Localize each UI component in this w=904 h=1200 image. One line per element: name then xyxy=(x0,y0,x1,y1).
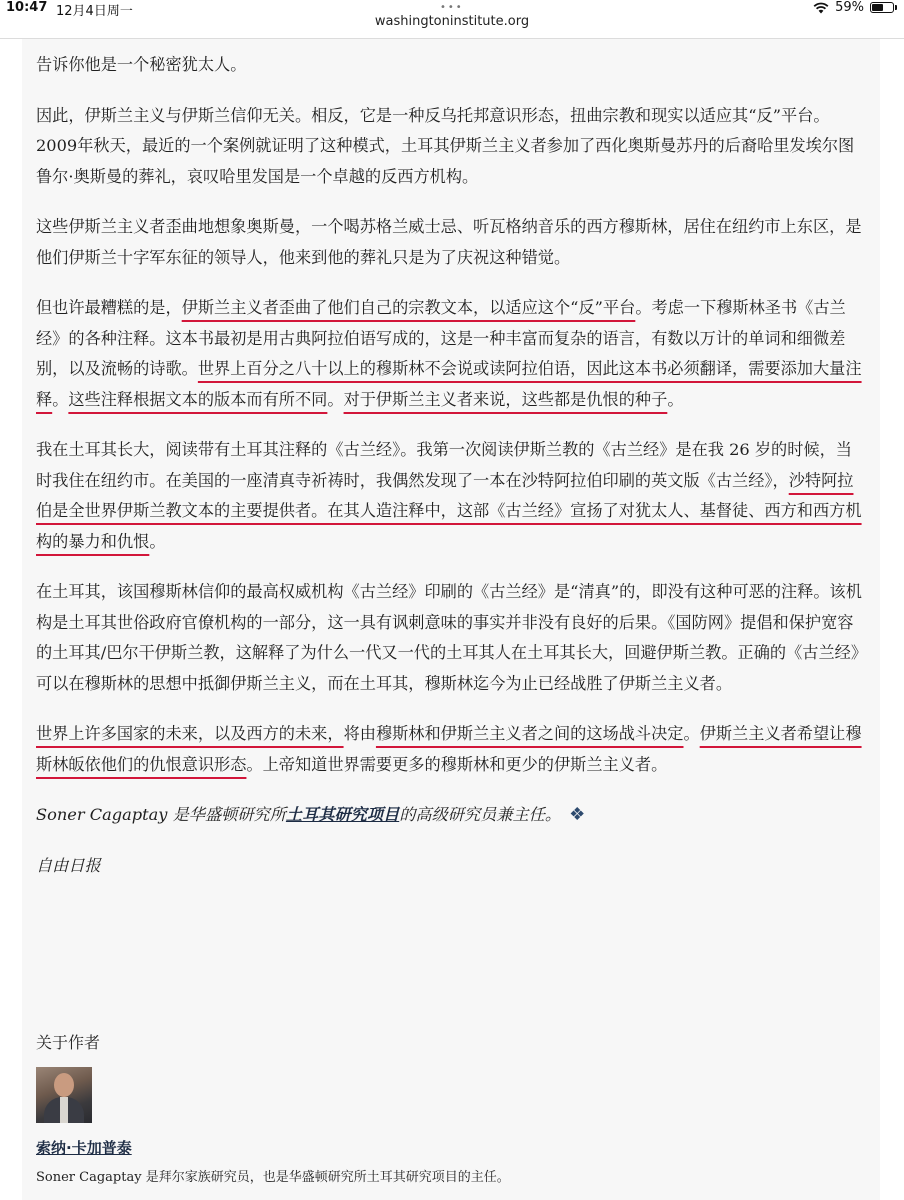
author-bio: Soner Cagaptay 是拜尔家族研究员，也是华盛顿研究所土耳其研究项目的主任。 xyxy=(36,1170,510,1185)
highlighted-text: 世界上许多国家的未来，以及西方的未来， xyxy=(36,724,344,743)
address-bar[interactable]: washingtoninstitute.org xyxy=(374,14,530,29)
article-paragraph-5 xyxy=(36,435,866,557)
source-line: 自由日报 xyxy=(36,855,101,875)
about-author-heading: 关于作者 xyxy=(36,1033,101,1052)
avatar-head xyxy=(54,1073,74,1097)
article-paragraph-3: 这些伊斯兰主义者歪曲地想象奥斯曼，一个喝苏格兰威士忌、听瓦格纳音乐的西方穆斯林，居住在纽约市上东区，是他们伊斯兰十字军东征的领导人，他来到他的葬礼只是为了庆祝这种错觉。 xyxy=(36,217,862,267)
battery-icon xyxy=(870,2,894,13)
multitasking-dots-icon[interactable]: ••• xyxy=(440,2,464,13)
text-span: 但也许最糟糕的是， xyxy=(36,298,182,317)
text-span: 。 xyxy=(667,389,684,409)
text-span: 。 xyxy=(149,531,166,551)
author-name-link[interactable]: 索纳·卡加普泰 xyxy=(36,1139,132,1157)
text-span: 。考虑一下穆斯林圣书《古兰经》的各种注释。这本书最初是用古典阿拉伯语写成的，这是一种丰富而复杂的语言，有数以万计的单词和细微差别，以及流畅的诗歌。 xyxy=(36,298,846,378)
turkish-research-program-link[interactable]: 土耳其研究项目 xyxy=(285,805,400,824)
text-span: 。 xyxy=(52,389,69,409)
article-paragraph-6: 在土耳其，该国穆斯林信仰的最高权威机构《古兰经》印刷的《古兰经》是“清真”的，即没有这种可恶的注释。该机构是土耳其世俗政府官僚机构的一部分，这一具有讽刺意味的事实并非没有良好的后果。《国防网》提倡和保护宽容的土耳其/巴尔干伊斯兰教，这解释了为什么一代又一代的土耳其人在土耳其长大，回避伊斯兰教。正确的《古兰经》可以在穆斯林的思想中抵御伊斯兰主义，而在土耳其，穆斯林迄今为止已经战胜了伊斯兰主义者。 xyxy=(36,582,862,693)
article-paragraph-7 xyxy=(36,719,866,780)
diamond-end-icon: ❖ xyxy=(569,804,586,825)
text-span: 将由 xyxy=(343,724,376,743)
status-right xyxy=(813,0,894,15)
avatar[interactable] xyxy=(36,1067,92,1123)
article-paragraph-4 xyxy=(36,293,866,415)
article-paragraph-1: 告诉你他是一个秘密犹太人。 xyxy=(36,55,247,74)
status-date: 12月4日周一 xyxy=(56,4,133,19)
avatar-shirt xyxy=(60,1097,68,1123)
status-time: 10:47 xyxy=(6,0,48,15)
text-span: 。上帝知道世界需要更多的穆斯林和更少的伊斯兰主义者。 xyxy=(246,754,668,774)
about-author-section xyxy=(36,1030,866,1185)
credit-suffix: 的高级研究员兼主任。 xyxy=(399,805,562,824)
wifi-icon xyxy=(813,2,829,14)
battery-level xyxy=(872,4,883,11)
text-span: 。 xyxy=(327,389,344,409)
text-span: 。 xyxy=(683,724,700,743)
highlighted-text: 对于伊斯兰主义者来说，这些都是仇恨的种子 xyxy=(343,389,668,409)
credit-prefix: Soner Cagaptay 是华盛顿研究所 xyxy=(36,805,286,824)
battery-percent: 59% xyxy=(835,0,864,15)
author-credit xyxy=(36,800,866,831)
article-body xyxy=(36,50,866,901)
highlighted-text: 沙特阿拉伯是全世界伊斯兰教文本的主要提供者。在其人造注释中，这部《古兰经》宣扬了对犹太人、基督徒、西方和西方机构的暴力和仇恨 xyxy=(36,470,862,551)
highlighted-text: 伊斯兰主义者歪曲了他们自己的宗教文本，以适应这个“反”平台 xyxy=(181,298,636,317)
highlighted-text: 伊斯兰主义者希望让穆斯林皈依他们的仇恨意识形态 xyxy=(36,724,862,774)
highlighted-text: 世界上百分之八十以上的穆斯林不会说或读阿拉伯语，因此这本书必须翻译，需要添加大量注释 xyxy=(36,359,862,409)
highlighted-text: 这些注释根据文本的版本而有所不同 xyxy=(68,389,328,409)
highlighted-text: 穆斯林和伊斯兰主义者之间的这场战斗决定 xyxy=(375,724,684,743)
text-span: 我在土耳其长大，阅读带有土耳其注释的《古兰经》。我第一次阅读伊斯兰教的《古兰经》是在我 26 岁的时候，当时我住在纽约市。在美国的一座清真寺祈祷时，我偶然发现了一本在沙特阿拉伯印刷的英文版《古兰经》， xyxy=(36,440,852,490)
article-paragraph-2: 因此，伊斯兰主义与伊斯兰信仰无关。相反，它是一种反乌托邦意识形态，扭曲宗教和现实以适应其“反”平台。2009年秋天，最近的一个案例就证明了这种模式，土耳其伊斯兰主义者参加了西化奥斯曼苏丹的后裔哈里发埃尔图鲁尔·奥斯曼的葬礼，哀叹哈里发国是一个卓越的反西方机构。 xyxy=(36,105,855,186)
